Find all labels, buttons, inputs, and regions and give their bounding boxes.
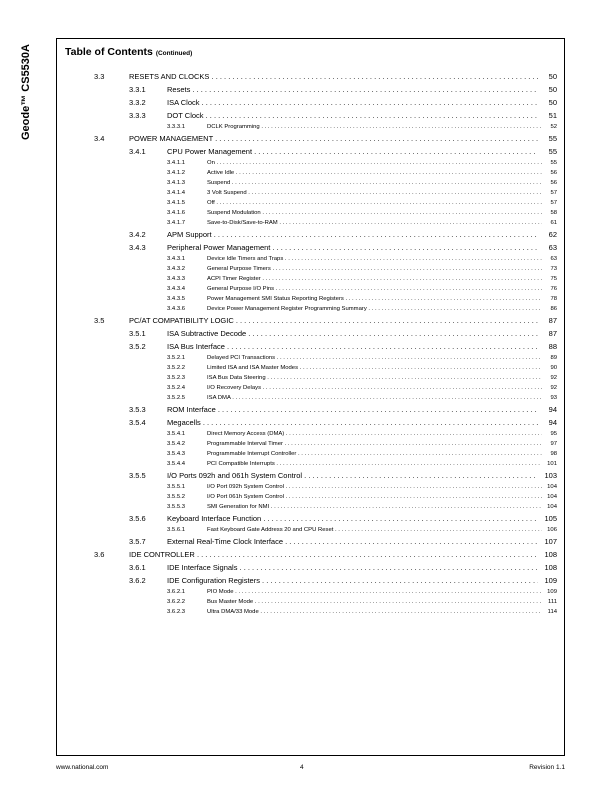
toc-entry-page: 114: [547, 609, 557, 615]
toc-entry-page: 50: [548, 85, 557, 94]
toc-entry-title: Fast Keyboard Gate Address 20 and CPU Reset . . .: [207, 525, 542, 535]
toc-entry[interactable]: [57, 482, 564, 492]
toc-entry[interactable]: [57, 198, 564, 208]
toc-entry[interactable]: [57, 314, 564, 327]
toc-entry-page: 63: [548, 243, 557, 252]
toc-entry-title: Device Idle Timers and Traps . . .: [207, 254, 542, 264]
toc-entry-number: 3.4.1.5: [167, 200, 186, 206]
toc-entry[interactable]: [57, 83, 564, 96]
toc-entry[interactable]: [57, 178, 564, 188]
toc-entry[interactable]: [57, 403, 564, 416]
toc-entry-title: General Purpose I/O Pins . . .: [207, 284, 542, 294]
toc-entry-page: 94: [548, 405, 557, 414]
toc-entry-page: 108: [544, 563, 557, 572]
toc-entry-page: 109: [544, 576, 557, 585]
toc-entry-title: Direct Memory Access (DMA) . . .: [207, 429, 542, 439]
toc-entry-title: I/O Port 061h System Control . . .: [207, 492, 542, 502]
toc-entry-number: 3.6.2.1: [167, 589, 186, 595]
toc-entry[interactable]: [57, 327, 564, 340]
toc-entry-number: 3.5.4.2: [167, 441, 186, 447]
footer-page-number: 4: [300, 764, 304, 771]
toc-entry-title: ACPI Timer Register . . .: [207, 274, 542, 284]
toc-entry-number: 3.4: [94, 134, 105, 143]
toc-entry-page: 50: [548, 98, 557, 107]
toc-entry[interactable]: [57, 587, 564, 597]
toc-entry-page: 93: [550, 395, 557, 401]
toc-entry-title: Device Power Management Register Programming Summary . . .: [207, 304, 542, 314]
toc-entry-title: 3 Volt Suspend . . .: [207, 188, 542, 198]
toc-entry[interactable]: [57, 254, 564, 264]
toc-entry-title: ISA Subtractive Decode . . .: [167, 327, 538, 340]
toc-entry[interactable]: [57, 188, 564, 198]
toc-entry-number: 3.6.2: [129, 576, 146, 585]
toc-entry-number: 3.5.5: [129, 471, 146, 480]
toc-entry[interactable]: [57, 96, 564, 109]
toc-entry-page: 58: [550, 210, 557, 216]
toc-entry-number: 3.6.1: [129, 563, 146, 572]
toc-entry-page: 55: [548, 134, 557, 143]
toc-entry-number: 3.5.2.1: [167, 355, 186, 361]
toc-entry-title: ROM Interface . . .: [167, 403, 538, 416]
toc-entry-page: 78: [550, 296, 557, 302]
toc-entry-page: 94: [548, 418, 557, 427]
toc-entry-page: 50: [548, 72, 557, 81]
toc-entry-number: 3.5.6: [129, 514, 146, 523]
toc-entry-title: IDE Configuration Registers . . .: [167, 574, 538, 587]
toc-entry[interactable]: [57, 525, 564, 535]
toc-entry-page: 87: [548, 316, 557, 325]
toc-entry-title: POWER MANAGEMENT . . .: [129, 132, 538, 145]
toc-entry-page: 108: [544, 550, 557, 559]
toc-entry[interactable]: [57, 294, 564, 304]
toc-entry[interactable]: [57, 353, 564, 363]
toc-entry[interactable]: [57, 340, 564, 353]
toc-entry-page: 76: [550, 286, 557, 292]
toc-entry-number: 3.5.4.4: [167, 461, 186, 467]
toc-entry-number: 3.4.1.7: [167, 220, 186, 226]
footer-revision: Revision 1.1: [529, 764, 565, 771]
toc-entry[interactable]: [57, 449, 564, 459]
toc-entry-number: 3.5.2.2: [167, 365, 186, 371]
toc-entry[interactable]: [57, 383, 564, 393]
toc-entry[interactable]: [57, 158, 564, 168]
toc-entry-title: Off . . .: [207, 198, 542, 208]
toc-entry-title: PCI Compatible Interrupts . . .: [207, 459, 542, 469]
toc-heading: [65, 46, 192, 58]
toc-entry-page: 73: [550, 266, 557, 272]
toc-entry[interactable]: [57, 393, 564, 403]
toc-entry-page: 104: [547, 494, 557, 500]
toc-entry-title: Active Idle . . .: [207, 168, 542, 178]
toc-entry[interactable]: [57, 561, 564, 574]
toc-entry-page: 109: [547, 589, 557, 595]
toc-entry-number: 3.5: [94, 316, 105, 325]
toc-entry-title: I/O Port 092h System Control . . .: [207, 482, 542, 492]
toc-entry[interactable]: [57, 208, 564, 218]
toc-entry-page: 104: [547, 504, 557, 510]
toc-entry-page: 56: [550, 170, 557, 176]
toc-entry-number: 3.5.2.4: [167, 385, 186, 391]
toc-entry[interactable]: [57, 502, 564, 512]
footer-website: www.national.com: [56, 764, 109, 771]
toc-entry[interactable]: [57, 122, 564, 132]
toc-entry-title: Delayed PCI Transactions . . .: [207, 353, 542, 363]
toc-entry-title: ISA Bus Data Steering . . .: [207, 373, 542, 383]
toc-entry[interactable]: [57, 416, 564, 429]
toc-entry-title: CPU Power Management . . .: [167, 145, 538, 158]
toc-entry-title: Peripheral Power Management . . .: [167, 241, 538, 254]
toc-entry-number: 3.5.3: [129, 405, 146, 414]
toc-entry-title: General Purpose Timers . . .: [207, 264, 542, 274]
toc-entry-title: External Real-Time Clock Interface . . .: [167, 535, 538, 548]
toc-entry-title: Programmable Interval Timer . . .: [207, 439, 542, 449]
toc-entry-number: 3.5.6.1: [167, 527, 186, 533]
toc-entry-number: 3.6.2.2: [167, 599, 186, 605]
toc-entry-page: 56: [550, 180, 557, 186]
toc-entry-title: ISA Bus Interface . . .: [167, 340, 538, 353]
toc-entry-number: 3.4.1.6: [167, 210, 186, 216]
toc-entry[interactable]: [57, 264, 564, 274]
toc-entry-page: 62: [548, 230, 557, 239]
toc-entry-page: 101: [547, 461, 557, 467]
toc-entry-page: 57: [550, 200, 557, 206]
toc-entry-title: Keyboard Interface Function . . .: [167, 512, 538, 525]
toc-entry-number: 3.4.3.2: [167, 266, 186, 272]
toc-entry-title: Suspend . . .: [207, 178, 542, 188]
toc-entry[interactable]: [57, 492, 564, 502]
toc-entry-number: 3.5.7: [129, 537, 146, 546]
toc-entry-number: 3.5.2.3: [167, 375, 186, 381]
toc-entry[interactable]: [57, 284, 564, 294]
toc-entry-page: 106: [547, 527, 557, 533]
toc-entry-page: 61: [550, 220, 557, 226]
toc-entry-number: 3.4.2: [129, 230, 146, 239]
toc-entry-number: 3.3.3: [129, 111, 146, 120]
toc-entry[interactable]: [57, 469, 564, 482]
toc-entry-page: 55: [548, 147, 557, 156]
toc-entry[interactable]: [57, 373, 564, 383]
toc-entry-title: ISA Clock . . .: [167, 96, 538, 109]
toc-entry-number: 3.5.2: [129, 342, 146, 351]
toc-entry[interactable]: [57, 228, 564, 241]
toc-entry[interactable]: [57, 70, 564, 83]
toc-entry-number: 3.5.4: [129, 418, 146, 427]
toc-entry[interactable]: [57, 218, 564, 228]
toc-entry-page: 90: [550, 365, 557, 371]
toc-entry-page: 98: [550, 451, 557, 457]
toc-entry[interactable]: [57, 574, 564, 587]
toc-entry-title: DCLK Programming . . .: [207, 122, 542, 132]
toc-entry-page: 52: [550, 124, 557, 130]
toc-entry-number: 3.5.5.1: [167, 484, 186, 490]
toc-entry-title: PIO Mode . . .: [207, 587, 542, 597]
toc-entry-number: 3.5.5.3: [167, 504, 186, 510]
toc-entry[interactable]: [57, 168, 564, 178]
toc-entry-number: 3.5.1: [129, 329, 146, 338]
toc-entry[interactable]: [57, 132, 564, 145]
toc-entry-number: 3.3.3.1: [167, 124, 186, 130]
toc-entry-page: 105: [544, 514, 557, 523]
toc-entry-number: 3.4.3.5: [167, 296, 186, 302]
toc-entry-title: Limited ISA and ISA Master Modes . . .: [207, 363, 542, 373]
toc-entry-number: 3.4.3.1: [167, 256, 186, 262]
toc-entry-title: Ultra DMA/33 Mode . . .: [207, 607, 542, 617]
toc-entry-title: Suspend Modulation . . .: [207, 208, 542, 218]
toc-entry[interactable]: [57, 429, 564, 439]
toc-entry[interactable]: [57, 109, 564, 122]
toc-entry-number: 3.3.2: [129, 98, 146, 107]
toc-entry-page: 103: [544, 471, 557, 480]
toc-entry-number: 3.4.3: [129, 243, 146, 252]
toc-heading-title: Table of Contents: [65, 46, 153, 58]
toc-entry-title: Power Management SMI Status Reporting Registers . . .: [207, 294, 542, 304]
toc-entry-page: 92: [550, 375, 557, 381]
toc-entry-page: 89: [550, 355, 557, 361]
toc-entry-number: 3.4.3.6: [167, 306, 186, 312]
toc-entry-number: 3.4.1.3: [167, 180, 186, 186]
toc-frame: [56, 38, 565, 756]
toc-entry-page: 111: [548, 599, 557, 605]
toc-entry-number: 3.5.2.5: [167, 395, 186, 401]
toc-entry[interactable]: [57, 304, 564, 314]
toc-entry-page: 107: [544, 537, 557, 546]
toc-entry-number: 3.5.4.3: [167, 451, 186, 457]
toc-entry[interactable]: [57, 535, 564, 548]
toc-entry-number: 3.3: [94, 72, 105, 81]
toc-entry-number: 3.4.1.2: [167, 170, 186, 176]
toc-entry-page: 95: [550, 431, 557, 437]
toc-entry-number: 3.4.3.4: [167, 286, 186, 292]
toc-entry-page: 87: [548, 329, 557, 338]
toc-entry[interactable]: [57, 439, 564, 449]
toc-entry-number: 3.3.1: [129, 85, 146, 94]
toc-entry[interactable]: [57, 459, 564, 469]
toc-entry-number: 3.5.4.1: [167, 431, 186, 437]
toc-entry-title: IDE Interface Signals . . .: [167, 561, 538, 574]
toc-entry-title: ISA DMA . . .: [207, 393, 542, 403]
toc-entry-page: 63: [550, 256, 557, 262]
toc-entry-page: 51: [548, 111, 557, 120]
toc-heading-subtitle: (Continued): [155, 50, 193, 57]
toc-entry-title: Save-to-Disk/Save-to-RAM . . .: [207, 218, 542, 228]
toc-entry-title: I/O Ports 092h and 061h System Control . . .: [167, 469, 538, 482]
toc-entry[interactable]: [57, 512, 564, 525]
document-side-title: Geode™ CS5530A: [20, 44, 32, 140]
toc-entry-title: IDE CONTROLLER . . .: [129, 548, 538, 561]
toc-entry-number: 3.4.1: [129, 147, 146, 156]
toc-entry-title: RESETS AND CLOCKS . . .: [129, 70, 538, 83]
toc-entry-number: 3.5.5.2: [167, 494, 186, 500]
toc-entry[interactable]: [57, 241, 564, 254]
toc-entry-page: 104: [547, 484, 557, 490]
toc-entry-title: On . . .: [207, 158, 542, 168]
toc-entry-page: 75: [550, 276, 557, 282]
toc-entry[interactable]: [57, 597, 564, 607]
toc-entry[interactable]: [57, 145, 564, 158]
toc-entry-title: DOT Clock . . .: [167, 109, 538, 122]
toc-entry-number: 3.4.1.1: [167, 160, 186, 166]
toc-entry-title: I/O Recovery Delays . . .: [207, 383, 542, 393]
toc-entry-page: 55: [550, 160, 557, 166]
toc-entry-number: 3.4.1.4: [167, 190, 186, 196]
toc-entry-title: APM Support . . .: [167, 228, 538, 241]
toc-entry-title: PC/AT COMPATIBILITY LOGIC . . .: [129, 314, 538, 327]
toc-entry-page: 57: [550, 190, 557, 196]
toc-entry-title: SMI Generation for NMI . . .: [207, 502, 542, 512]
toc-entry[interactable]: [57, 548, 564, 561]
toc-entry[interactable]: [57, 274, 564, 284]
toc-entry-page: 92: [550, 385, 557, 391]
toc-entry-number: 3.4.3.3: [167, 276, 186, 282]
toc-entry-number: 3.6: [94, 550, 105, 559]
toc-entry[interactable]: [57, 607, 564, 617]
toc-entry-page: 88: [548, 342, 557, 351]
toc-entry-page: 86: [550, 306, 557, 312]
toc-entry-title: Megacells . . .: [167, 416, 538, 429]
toc-entry-title: Bus Master Mode . . .: [207, 597, 542, 607]
toc-entry-page: 97: [550, 441, 557, 447]
toc-entry[interactable]: [57, 363, 564, 373]
toc-entry-title: Programmable Interrupt Controller . . .: [207, 449, 542, 459]
toc-entry-number: 3.6.2.3: [167, 609, 186, 615]
toc-entry-title: Resets . . .: [167, 83, 538, 96]
